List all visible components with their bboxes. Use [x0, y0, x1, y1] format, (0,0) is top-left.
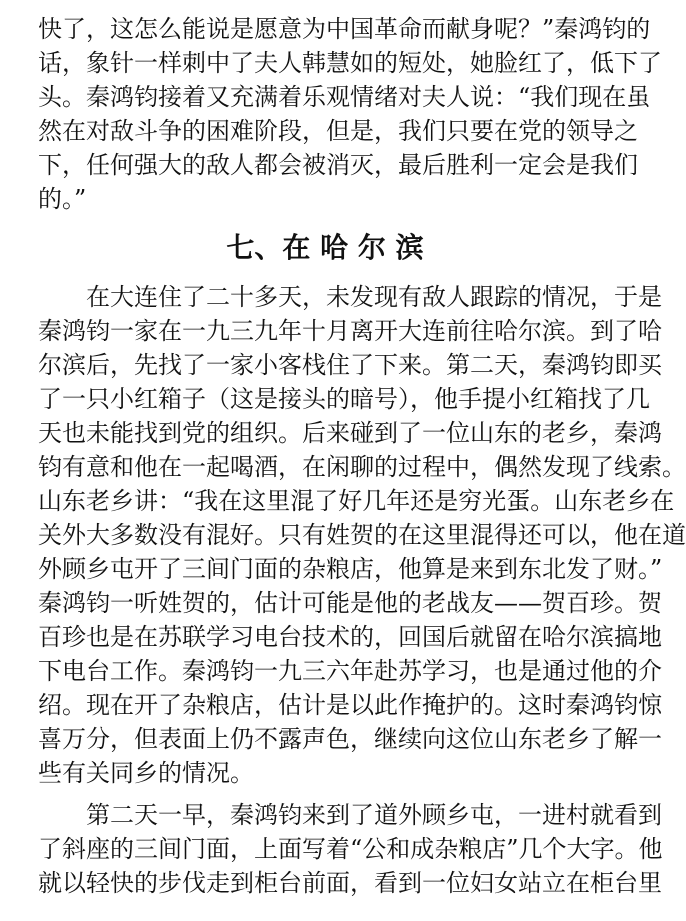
p1-line-5: 下，任何强大的敌人都会被消灭，最后胜利一定会是我们 [38, 151, 638, 179]
p2-line-15: 些有关同乡的情况。 [38, 759, 254, 787]
p2-line-1: 在大连住了二十多天，未发现有敌人跟踪的情况，于是 [86, 283, 662, 311]
p2-line-6: 钧有意和他在一起喝酒，在闲聊的过程中，偶然发现了线索。 [38, 453, 686, 481]
p2-line-8: 关外大多数没有混好。只有姓贺的在这里混得还可以，他在道 [38, 521, 686, 549]
p2-line-5: 天也未能找到党的组织。后来碰到了一位山东的老乡，秦鸿 [38, 419, 662, 447]
chapter-heading: 七、在 哈 尔 滨 [226, 231, 424, 264]
p2-line-10: 秦鸿钧一听姓贺的，估计可能是他的老战友——贺百珍。贺 [38, 589, 662, 617]
p2-line-4: 了一只小红箱子（这是接头的暗号），他手提小红箱找了几 [38, 385, 650, 413]
p2-line-3: 尔滨后，先找了一家小客栈住了下来。第二天，秦鸿钧即买 [38, 351, 662, 379]
p2-line-12: 下电台工作。秦鸿钧一九三六年赴苏学习，也是通过他的介 [38, 657, 662, 685]
p2-line-11: 百珍也是在苏联学习电台技术的，回国后就留在哈尔滨搞地 [38, 623, 662, 651]
p1-line-4: 然在对敌斗争的困难阶段，但是，我们只要在党的领导之 [38, 117, 638, 145]
p1-line-2: 话，象针一样刺中了夫人韩慧如的短处，她脸红了，低下了 [38, 49, 662, 77]
p3-line-2: 了斜座的三间门面，上面写着“公和成杂粮店”几个大字。他 [38, 835, 663, 863]
p2-line-13: 绍。现在开了杂粮店，估计是以此作掩护的。这时秦鸿钧惊 [38, 691, 662, 719]
p2-line-7: 山东老乡讲：“我在这里混了好几年还是穷光蛋。山东老乡在 [38, 487, 675, 515]
p2-line-9: 外顾乡屯开了三间门面的杂粮店，他算是来到东北发了财。” [38, 555, 663, 583]
p3-line-1: 第二天一早，秦鸿钧来到了道外顾乡屯，一进村就看到 [86, 801, 662, 829]
p1-line-1: 快了，这怎么能说是愿意为中国革命而献身呢？”秦鸿钧的 [38, 15, 651, 43]
p2-line-2: 秦鸿钧一家在一九三九年十月离开大连前往哈尔滨。到了哈 [38, 317, 662, 345]
p1-line-6: 的。” [38, 185, 87, 213]
p3-line-3: 就以轻快的步伐走到柜台前面，看到一位妇女站立在柜台里 [38, 869, 662, 897]
p2-line-14: 喜万分，但表面上仍不露声色，继续向这位山东老乡了解一 [38, 725, 662, 753]
p1-line-3: 头。秦鸿钧接着又充满着乐观情绪对夫人说：“我们现在虽 [38, 83, 651, 111]
